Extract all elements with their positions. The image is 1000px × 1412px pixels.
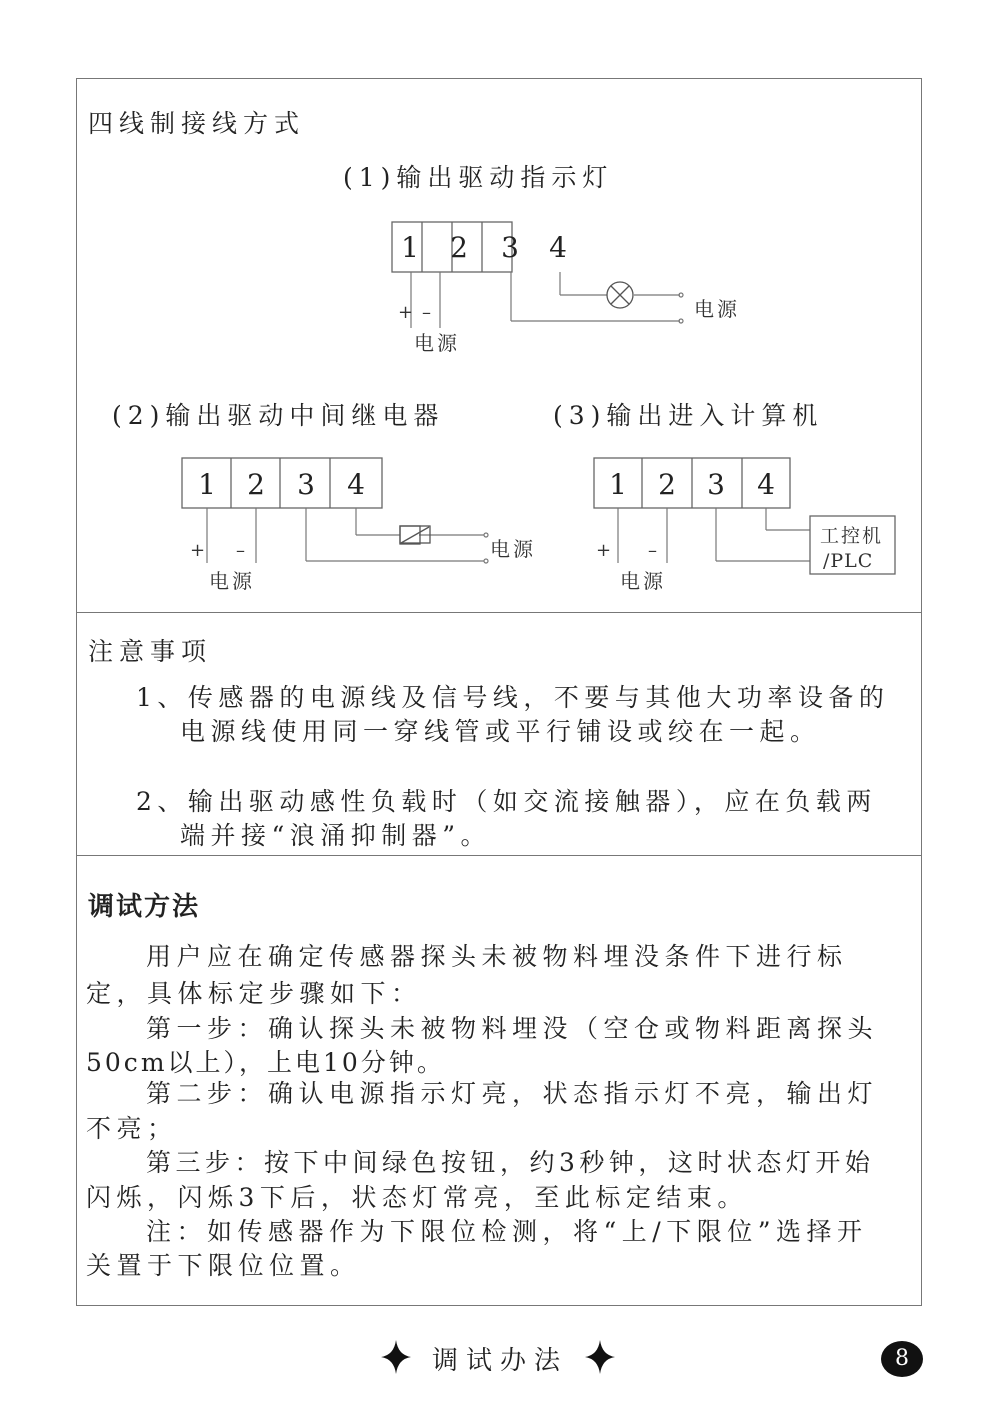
debug-section-title: 调试方法 — [88, 892, 201, 922]
debug-line-2: 定，具体标定步骤如下： — [86, 979, 422, 1008]
divider-wiring-notes — [76, 612, 922, 613]
debug-line-6: 不亮； — [86, 1114, 178, 1143]
terminal-1: 1 — [609, 468, 627, 501]
diagram-1-caption: (1)输出驱动指示灯 — [343, 163, 614, 192]
minus-label: – — [236, 540, 245, 561]
plus-label: + — [398, 302, 414, 323]
diagram-2-caption: (2)输出驱动中间继电器 — [112, 401, 445, 430]
wires — [411, 272, 683, 328]
note-2-line1: 2、输出驱动感性负载时（如交流接触器），应在负载两 — [136, 787, 877, 816]
divider-notes-debug — [76, 855, 922, 856]
terminal-2: 2 — [450, 231, 468, 264]
load-supply-label: 电源 — [490, 537, 536, 561]
supply-label: 电源 — [209, 569, 255, 593]
load-supply-label: 电源 — [694, 297, 740, 321]
debug-line-4: 50cm以上），上电10分钟。 — [86, 1048, 445, 1077]
notes-section-title: 注意事项 — [88, 637, 213, 666]
debug-line-5: 第二步：确认电源指示灯亮，状态指示灯不亮，输出灯 — [146, 1079, 879, 1108]
star-icon-right — [585, 1340, 615, 1374]
plc-label-line2: /PLC — [823, 550, 874, 572]
debug-line-9: 注：如传感器作为下限位检测，将“上/下限位”选择开 — [146, 1217, 868, 1246]
wiring-diagram-plc — [580, 448, 910, 598]
terminal-3: 3 — [297, 468, 315, 501]
terminal-3: 3 — [501, 231, 519, 264]
note-2-line2: 端并接“浪涌抑制器”。 — [180, 821, 492, 850]
debug-line-8: 闪烁，闪烁3下后，状态灯常亮，至此标定结束。 — [86, 1183, 748, 1212]
debug-line-10: 关置于下限位位置。 — [86, 1251, 361, 1280]
terminal-4: 4 — [549, 231, 567, 264]
star-icon-left — [381, 1340, 411, 1374]
terminal-1: 1 — [401, 231, 419, 264]
plc-label-line1: 工控机 — [820, 525, 884, 547]
plus-label: + — [596, 540, 612, 561]
wires — [618, 508, 810, 563]
wiring-diagram-relay — [170, 448, 550, 598]
terminal-2: 2 — [247, 468, 265, 501]
minus-label: – — [422, 302, 431, 323]
terminal-4: 4 — [347, 468, 365, 501]
footer-title: 调试办法 — [432, 1346, 569, 1376]
terminal-3: 3 — [707, 468, 725, 501]
terminal-1: 1 — [198, 468, 216, 501]
terminal-4: 4 — [757, 468, 775, 501]
debug-line-1: 用户应在确定传感器探头未被物料埋没条件下进行标 — [146, 942, 848, 971]
minus-label: – — [648, 540, 657, 561]
supply-label: 电源 — [620, 569, 666, 593]
lamp-icon — [607, 282, 633, 308]
note-1-line2: 电源线使用同一穿线管或平行铺设或绞在一起。 — [180, 717, 821, 746]
note-1-line1: 1、传感器的电源线及信号线，不要与其他大功率设备的 — [136, 683, 890, 712]
wiring-section-title: 四线制接线方式 — [88, 109, 306, 138]
diagram-3-caption: (3)输出进入计算机 — [553, 401, 824, 430]
wiring-diagram-lamp — [380, 210, 760, 360]
page-number-badge: 8 — [881, 1341, 923, 1377]
plus-label: + — [190, 540, 206, 561]
wires — [207, 508, 488, 563]
debug-line-3: 第一步：确认探头未被物料埋没（空仓或物料距离探头 — [146, 1014, 879, 1043]
supply-label: 电源 — [414, 331, 460, 355]
debug-line-7: 第三步：按下中间绿色按钮，约3秒钟，这时状态灯开始 — [146, 1148, 875, 1177]
terminal-2: 2 — [658, 468, 676, 501]
